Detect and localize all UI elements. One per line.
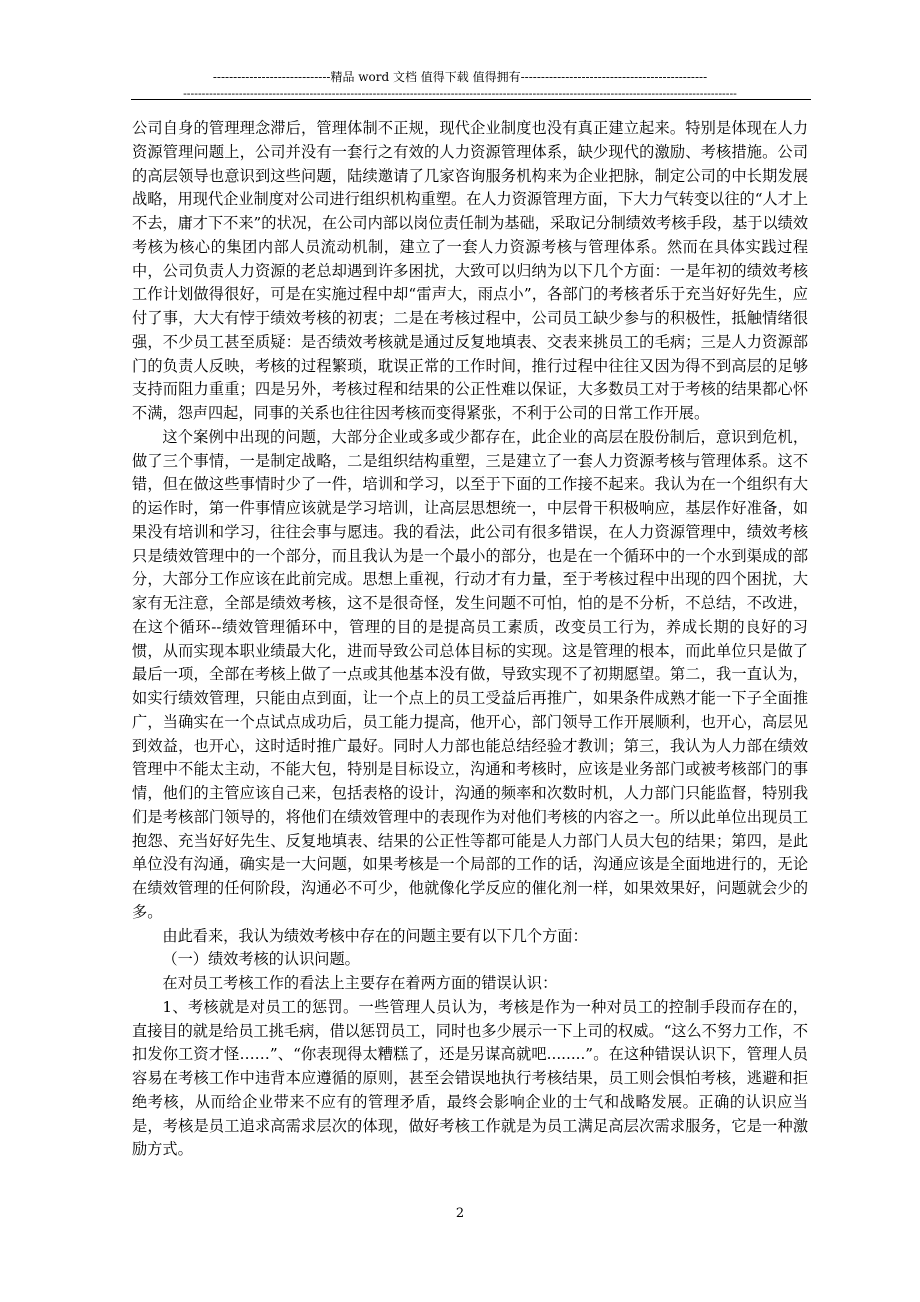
- header-rule: [131, 99, 811, 100]
- paragraph-intro: 在对员工考核工作的看法上主要存在着两方面的错误认识：: [162, 974, 558, 992]
- section-heading: （一）绩效考核的认识问题。: [162, 950, 360, 969]
- header-dashes: -----------------------------------------------------------------------------------------------------------------------------------------------------: [183, 87, 737, 100]
- header-banner: -----------------------------精品 word 文档 值得下载 值得拥有----------------------------------------------: [212, 70, 708, 84]
- paragraph-summary: 由此看来，我认为绩效考核中存在的问题主要有以下几个方面：: [162, 926, 588, 945]
- paragraph-point-1: 1、考核就是对员工的惩罚。一些管理人员认为，考核是作为一种对员工的控制手段而存在的，直接目的就是给员工挑毛病，借以惩罚员工，同时也多少展示一下上司的权威。“这么不努力工作，不扣发你工资才怪……”、“你表现得太糟糕了，还是另谋高就吧........”。在这种错误认识下，管理人员容易在考核工作中违背本应遵循的原则，甚至会错误地执行考核结果，员工则会惧怕考核，逃避和拒绝考核，从而给企业带来不应有的管理矛盾，最终会影响企业的士气和战略发展。正确的认识应当是，考核是员工追求高需求层次的体现，做好考核工作就是为员工满足高层次需求服务，它是一种激励方式。: [132, 997, 809, 1159]
- paragraph-analysis: 这个案例中出现的问题，大部分企业或多或少都存在，此企业的高层在股份制后，意识到危机，做了三个事情，一是制定战略，二是组织结构重塑，三是建立了一套人力资源考核与管理体系。这不错，但在做这些事情时少了一件，培训和学习，以至于下面的工作接不起来。我认为在一个组织有大的运作时，第一件事情应该就是学习培训，让高层思想统一，中层骨干积极响应，基层作好准备，如果没有培训和学习，往往会事与愿违。我的看法，此公司有很多错误，在人力资源管理中，绩效考核只是绩效管理中的一个部分，而且我认为是一个最小的部分，也是在一个循环中的一个水到渠成的部分，大部分工作应该在此前完成。思想上重视，行动才有力量，至于考核过程中出现的四个困扰，大家有无注意，全部是绩效考核，这不是很奇怪，发生问题不可怕，怕的是不分析，不总结，不改进，在这个循环--绩效管理循环中，管理的目的是提高员工素质，改变员工行为，养成长期的良好的习惯，从而实现本职业绩最大化，进而导致公司总体目标的实现。这是管理的根本，而此单位只是做了最后一项，全部在考核上做了一点或其他基本没有做，导致实现不了初期愿望。第二，我一直认为，如实行绩效管理，只能由点到面，让一个点上的员工受益后再推广，如果条件成熟才能一下子全面推广，当确实在一个点试点成功后，员工能力提高，他开心，部门领导工作开展顺利，也开心，高层见到效益，也开心，这时适时推广最好。同时人力部也能总结经验才教训；第三，我认为人力部在绩效管理中不能太主动，不能大包，特别是目标设立，沟通和考核时，应该是业务部门或被考核部门的事情，他们的主管应该自己来，包括表格的设计，沟通的频率和次数时机，人力部门只能监督，特别我们是考核部门领导的，将他们在绩效管理中的表现作为对他们考核的内容之一。所以此单位出现员工抱怨、充当好好先生、反复地填表、结果的公正性等都可能是人力部门人员大包的结果；第四，是此单位没有沟通，确实是一大问题，如果考核是一个局部的工作的话，沟通应该是全面地进行的，无论在绩效管理的任何阶段，沟通必不可少，他就像化学反应的催化剂一样，如果效果好，问题就会少的多。: [132, 427, 808, 921]
- paragraph-case-description: 公司自身的管理理念滞后，管理体制不正规，现代企业制度也没有真正建立起来。特别是体现在人力资源管理问题上，公司并没有一套行之有效的人力资源管理体系，缺少现代的激励、考核措施。公司的高层领导也意识到这些问题，陆续邀请了几家咨询服务机构来为企业把脉，制定公司的中长期发展战略，用现代企业制度对公司进行组织机构重塑。在人力资源管理方面，下大力气转变以往的“人才上不去，庸才下不来”的状况，在公司内部以岗位责任制为基础，采取记分制绩效考核手段，基于以绩效考核为核心的集团内部人员流动机制，建立了一套人力资源考核与管理体系。然而在具体实践过程中，公司负责人力资源的老总却遇到许多困扰，大致可以归纳为以下几个方面：一是年初的绩效考核工作计划做得很好，可是在实施过程中却“雷声大，雨点小”，各部门的考核者乐于充当好好先生，应付了事，大大有悖于绩效考核的初衷；二是在考核过程中，公司员工缺少参与的积极性，抵触情绪很强，不少员工甚至质疑：是否绩效考核就是通过反复地填表、交表来挑员工的毛病；三是人力资源部门的负责人反映，考核的过程繁琐，耽误正常的工作时间，推行过程中往往又因为得不到高层的足够支持而阻力重重；四是另外，考核过程和结果的公正性难以保证，大多数员工对于考核的结果都心怀不满，怨声四起，同事的关系也往往因考核而变得紧张，不利于公司的日常工作开展。: [132, 119, 809, 422]
- document-body: [132, 117, 808, 1162]
- page-number: 2: [455, 1206, 465, 1221]
